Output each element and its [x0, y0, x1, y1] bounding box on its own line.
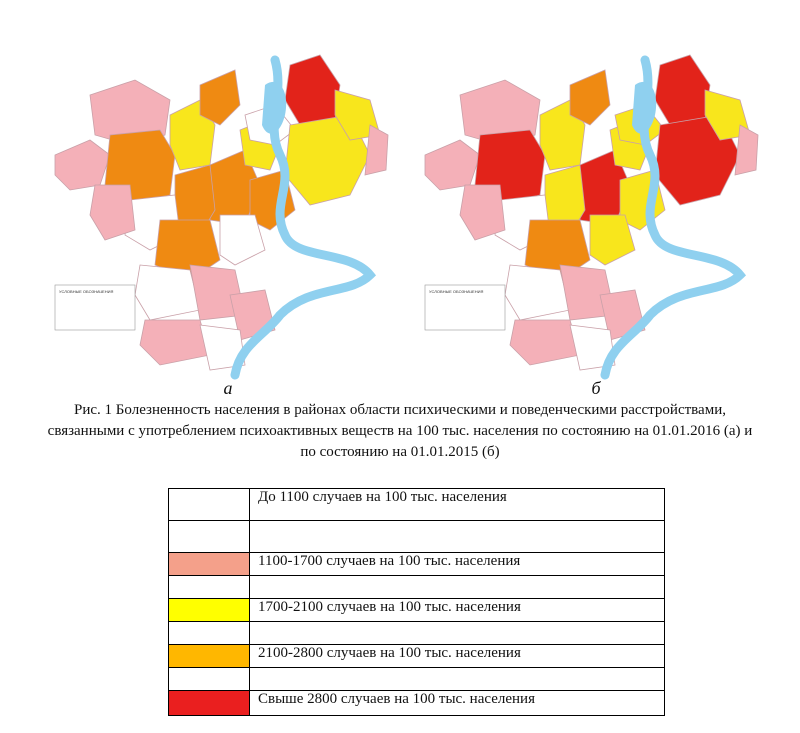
legend-label-3: 2100-2800 случаев на 100 тыс. населения	[250, 645, 665, 668]
choropleth-map-b	[420, 45, 760, 380]
district-22	[510, 320, 580, 365]
map-legend-title: УСЛОВНЫЕ ОБОЗНАЧЕНИЯ	[429, 289, 484, 294]
maps-area	[40, 45, 780, 380]
legend-label-4: Свыше 2800 случаев на 100 тыс. населения	[250, 691, 665, 716]
legend-swatch-0	[169, 489, 250, 521]
legend-swatch-3	[169, 645, 250, 668]
district-18	[90, 185, 135, 240]
legend-row	[169, 553, 665, 576]
district-2	[425, 140, 480, 190]
legend-label-2: 1700-2100 случаев на 100 тыс. населения	[250, 599, 665, 622]
legend-swatch-1	[169, 553, 250, 576]
district-6	[655, 55, 710, 125]
panel-letter-a: а	[223, 378, 233, 398]
legend-table	[168, 488, 665, 716]
legend-label-1: 1100-1700 случаев на 100 тыс. населения	[250, 553, 665, 576]
district-5	[570, 70, 610, 125]
legend-row	[169, 691, 665, 716]
choropleth-map-a	[50, 45, 390, 380]
district-22	[140, 320, 210, 365]
legend-label-0: До 1100 случаев на 100 тыс. населения	[250, 489, 665, 521]
district-18	[460, 185, 505, 240]
panel-letter-b: б	[591, 378, 601, 398]
legend-row	[169, 489, 665, 521]
legend-spacer	[169, 622, 665, 645]
legend-row	[169, 599, 665, 622]
legend-row	[169, 645, 665, 668]
district-2	[55, 140, 110, 190]
district-19	[135, 265, 200, 320]
figure-caption: Рис. 1 Болезненность населения в районах области психическими и поведенческими расстройствами, связанными с употреблением психоактивных веществ на 100 тыс. населения по состоянию на 01.01.2016 (а) и по состоянию на 01.01.2015 (б)	[47, 402, 753, 460]
map-legend-title: УСЛОВНЫЕ ОБОЗНАЧЕНИЯ	[59, 289, 114, 294]
district-19	[505, 265, 570, 320]
legend-spacer	[169, 668, 665, 691]
legend-swatch-4	[169, 691, 250, 716]
legend-spacer	[169, 521, 665, 553]
legend-swatch-2	[169, 599, 250, 622]
district-5	[200, 70, 240, 125]
district-6	[285, 55, 340, 125]
legend-spacer	[169, 576, 665, 599]
